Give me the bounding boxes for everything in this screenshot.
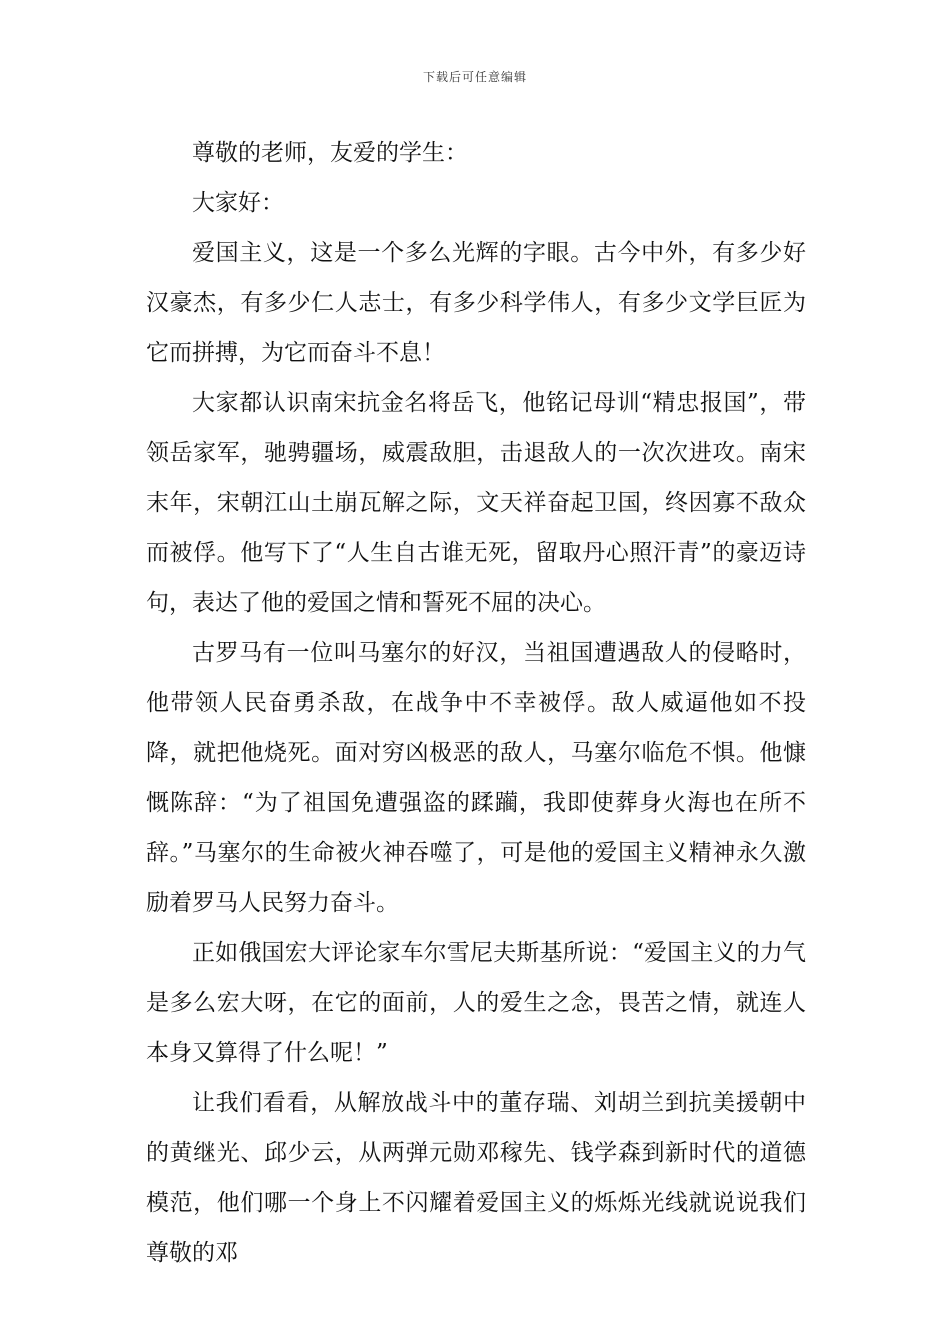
paragraph: 古罗马有一位叫马塞尔的好汉，当祖国遭遇敌人的侵略时，他带领人民奋勇杀敌，在战争中不幸被俘。敌人威逼他如不投降，就把他烧死。面对穷凶极恶的敌人，马塞尔临危不惧。他慷慨陈辞：“为了祖国免遭强盗的蹂躏，我即使葬身火海也在所不辞。”马塞尔的生命被火神吞噬了，可是他的爱国主义精神永久激励着罗马人民努力奋斗。 [146,640,806,916]
page-header-note: 下载后可任意编辑 [422,70,527,84]
paragraph: 爱国主义，这是一个多么光辉的字眼。古今中外，有多少好汉豪杰，有多少仁人志士，有多少科学伟人，有多少文学巨匠为它而拼搏，为它而奋斗不息！ [146,240,806,366]
greeting: 大家好： [192,190,284,216]
paragraph: 正如俄国宏大评论家车尔雪尼夫斯基所说：“爱国主义的力气是多么宏大呀，在它的面前，人的爱生之念，畏苦之情，就连人本身又算得了什么呢！” [146,940,806,1066]
salutation: 尊敬的老师，友爱的学生： [192,140,468,166]
paragraph: 大家都认识南宋抗金名将岳飞，他铭记母训“精忠报国”，带领岳家军，驰骋疆场，威震敌胆，击退敌人的一次次进攻。南宋末年，宋朝江山土崩瓦解之际，文天祥奋起卫国，终因寡不敌众而被俘。他写下了“人生自古谁无死，留取丹心照汗青”的豪迈诗句，表达了他的爱国之情和誓死不屈的决心。 [146,390,806,616]
paragraph: 让我们看看，从解放战斗中的董存瑞、刘胡兰到抗美援朝中的黄继光、邱少云，从两弹元勋邓稼先、钱学森到新时代的道德模范，他们哪一个身上不闪耀着爱国主义的烁烁光线就说说我们尊敬的邓 [146,1090,806,1266]
document-body [146,128,806,1278]
